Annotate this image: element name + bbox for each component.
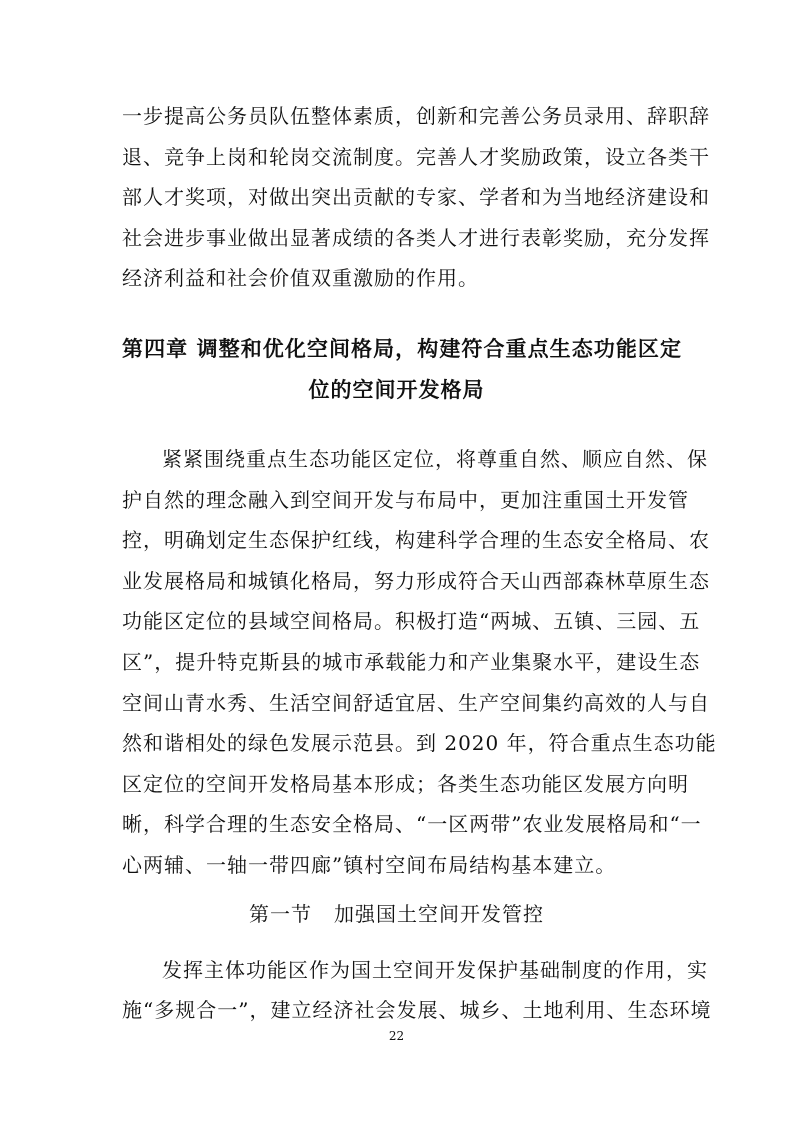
text-line: 社会进步事业做出显著成绩的各类人才进行表彰奖励，充分发挥 xyxy=(122,225,710,250)
page-number: 22 xyxy=(388,1029,405,1043)
text-line: 然和谐相处的绿色发展示范县。到 2020 年，符合重点生态功能 xyxy=(122,731,717,756)
text-line: 一步提高公务员队伍整体素质，创新和完善公务员录用、辞职辞 xyxy=(122,104,710,128)
text-line: 退、竞争上岗和轮岗交流制度。完善人才奖励政策，设立各类干 xyxy=(122,144,710,169)
section-heading: 第一节 加强国土空间开发管控 xyxy=(248,902,545,926)
text-line: 护自然的理念融入到空间开发与布局中，更加注重国土开发管 xyxy=(122,487,689,512)
text-line: 区定位的空间开发格局基本形成；各类生态功能区发展方向明 xyxy=(122,771,689,796)
text-line: 功能区定位的县域空间格局。积极打造“两城、五镇、三园、五 xyxy=(122,609,701,634)
text-line: 紧紧围绕重点生态功能区定位，将尊重自然、顺应自然、保 xyxy=(162,447,708,471)
text-line: 经济利益和社会价值双重激励的作用。 xyxy=(122,266,479,290)
chapter-heading-line: 位的空间开发格局 xyxy=(308,378,485,402)
text-line: 发挥主体功能区作为国土空间开发保护基础制度的作用，实 xyxy=(162,958,708,982)
chapter-heading-line: 第四章 调整和优化空间格局，构建符合重点生态功能区定 xyxy=(122,337,682,361)
text-line: 业发展格局和城镇化格局，努力形成符合天山西部森林草原生态 xyxy=(122,568,710,593)
text-line: 心两辅、一轴一带四廊”镇村空间布局结构基本建立。 xyxy=(122,853,617,877)
text-line: 施“多规合一”，建立经济社会发展、城乡、土地利用、生态环境 xyxy=(122,998,712,1022)
text-line: 控，明确划定生态保护红线，构建科学合理的生态安全格局、农 xyxy=(122,528,710,553)
text-line: 区”，提升特克斯县的城市承载能力和产业集聚水平，建设生态 xyxy=(122,650,701,674)
text-line: 空间山青水秀、生活空间舒适宜居、生产空间集约高效的人与自 xyxy=(122,690,710,715)
text-line: 部人才奖项，对做出突出贡献的专家、学者和为当地经济建设和 xyxy=(122,185,710,209)
text-line: 晰，科学合理的生态安全格局、“一区两带”农业发展格局和“一 xyxy=(122,812,702,837)
